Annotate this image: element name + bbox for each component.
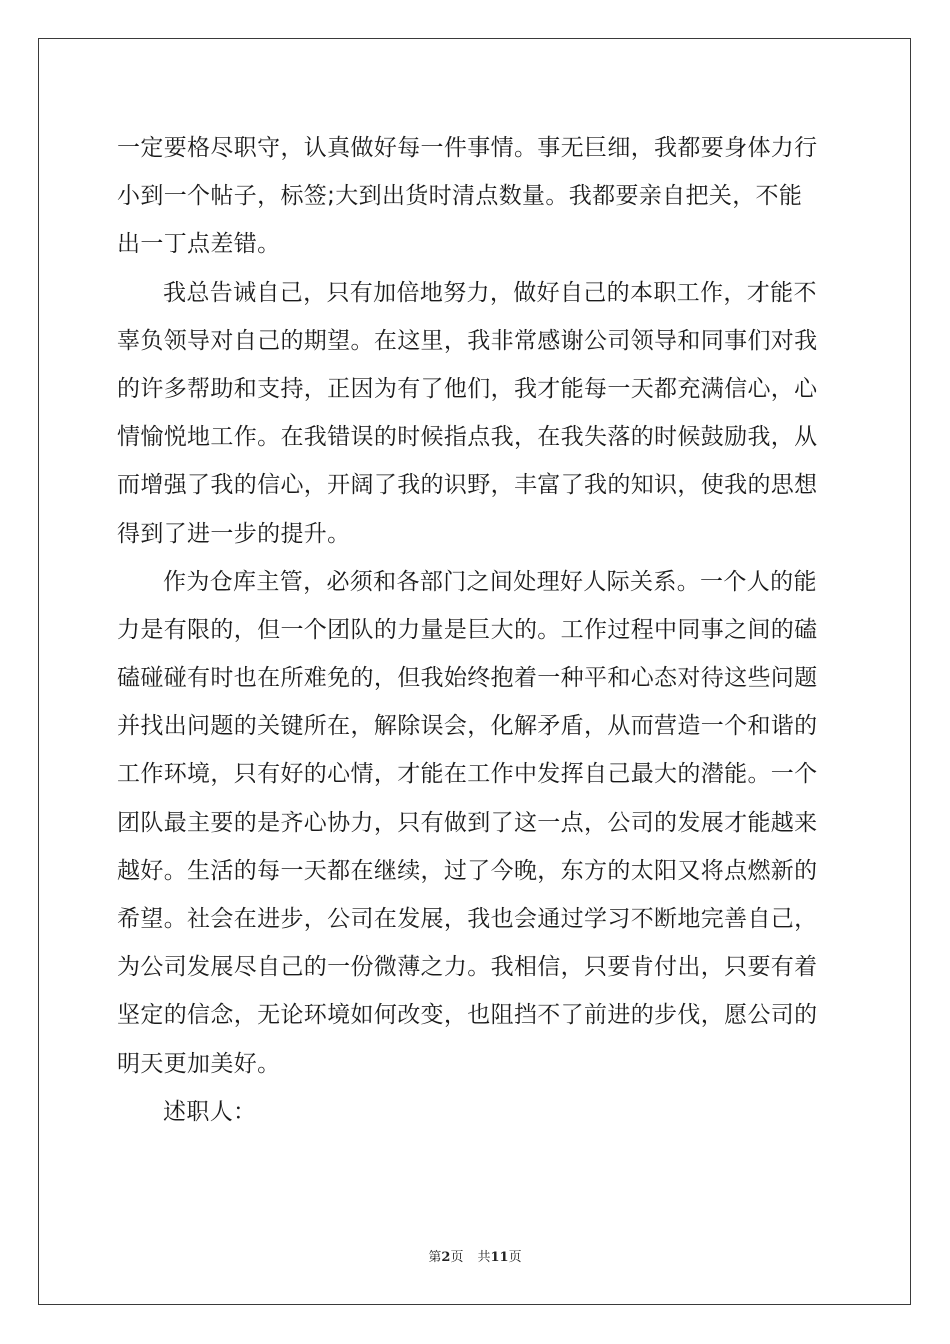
total-suffix: 页 xyxy=(508,1250,522,1265)
text-line: 的许多帮助和支持，正因为有了他们，我才能每一天都充满信心，心 xyxy=(117,375,818,402)
text-line: 团队最主要的是齐心协力，只有做到了这一点，公司的发展才能越来 xyxy=(117,809,818,836)
page-footer xyxy=(0,1246,950,1265)
total-pages: 11 xyxy=(490,1250,509,1265)
text-line: 出一丁点差错。 xyxy=(117,231,281,258)
text-line: 坚定的信念，无论环境如何改变，也阻挡不了前进的步伐，愿公司的 xyxy=(117,1002,818,1029)
text-line: 一定要格尽职守，认真做好每一件事情。事无巨细，我都要身体力行 xyxy=(117,135,818,161)
text-line: 为公司发展尽自己的一份微薄之力。我相信，只要肯付出，只要有着 xyxy=(117,954,818,981)
document-body xyxy=(117,124,835,1136)
page-prefix: 第 xyxy=(428,1250,442,1265)
text-line: 力是有限的，但一个团队的力量是巨大的。工作过程中同事之间的磕 xyxy=(117,616,818,643)
page-number: 2 xyxy=(441,1250,451,1265)
text-line: 工作环境，只有好的心情，才能在工作中发挥自己最大的潜能。一个 xyxy=(117,761,818,788)
total-prefix: 共 xyxy=(477,1250,491,1265)
text-line: 辜负领导对自己的期望。在这里，我非常感谢公司领导和同事们对我 xyxy=(117,327,818,354)
paragraph-start-line: 作为仓库主管，必须和各部门之间处理好人际关系。一个人的能 xyxy=(163,568,817,595)
paragraph-start-line: 我总告诫自己，只有加倍地努力，做好自己的本职工作，才能不 xyxy=(163,279,817,306)
text-line: 明天更加美好。 xyxy=(117,1050,281,1077)
text-line: 小到一个帖子，标签;大到出货时清点数量。我都要亲自把关，不能 xyxy=(117,183,803,210)
text-line: 并找出问题的关键所在，解除误会，化解矛盾，从而营造一个和谐的 xyxy=(117,713,818,740)
text-line: 越好。生活的每一天都在继续，过了今晚，东方的太阳又将点燃新的 xyxy=(117,857,818,884)
signature-line: 述职人： xyxy=(163,1098,257,1125)
text-line: 而增强了我的信心，开阔了我的识野，丰富了我的知识，使我的思想 xyxy=(117,472,818,499)
text-line: 希望。社会在进步，公司在发展，我也会通过学习不断地完善自己， xyxy=(117,906,818,932)
text-line: 磕碰碰有时也在所难免的，但我始终抱着一种平和心态对待这些问题 xyxy=(117,665,818,692)
text-line: 得到了进一步的提升。 xyxy=(117,520,351,547)
text-line: 情愉悦地工作。在我错误的时候指点我，在我失落的时候鼓励我，从 xyxy=(117,424,818,451)
page-suffix: 页 xyxy=(450,1250,464,1265)
